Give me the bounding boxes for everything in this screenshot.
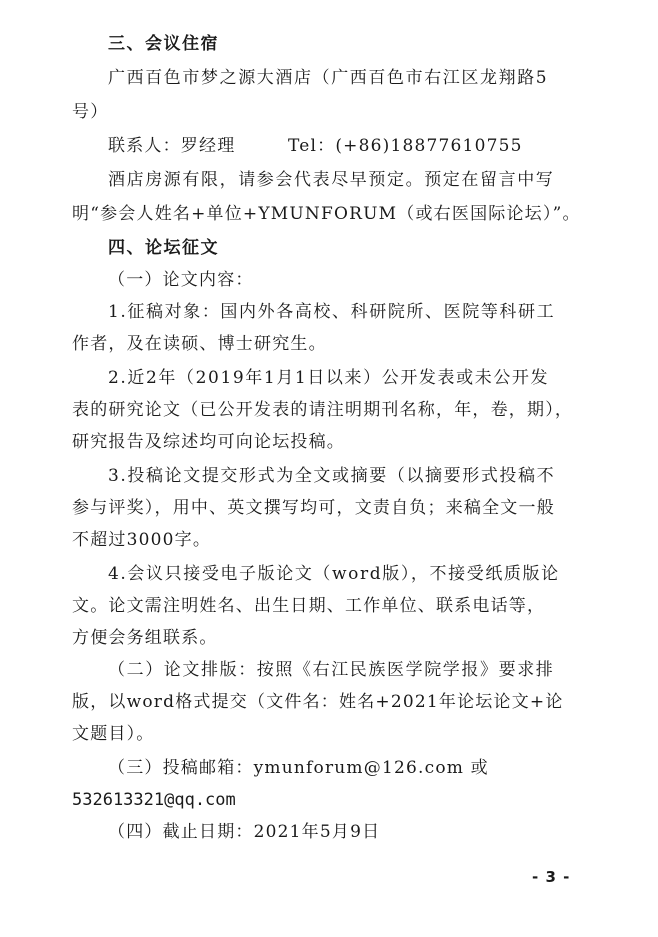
- deadline: （四）截止日期：2021年5月9日: [108, 822, 381, 842]
- hotel-address-line1: 广西百色市梦之源大酒店（广西百色市右江区龙翔路5: [108, 68, 549, 88]
- submission-email-line1: （三）投稿邮箱：ymunforum@126.com 或: [108, 758, 489, 778]
- subsection-format-line1: （二）论文排版：按照《右江民族医学院学报》要求排: [108, 660, 555, 680]
- item1-line2: 作者，及在读硕、博士研究生。: [72, 334, 327, 354]
- contact-tel: Tel：(+86)18877610755: [288, 136, 523, 156]
- item4-line3: 方便会务组联系。: [72, 628, 218, 648]
- booking-note-line1: 酒店房源有限，请参会代表尽早预定。预定在留言中写: [108, 170, 555, 190]
- item1-line1: 1.征稿对象：国内外各高校、科研院所、医院等科研工: [108, 302, 556, 322]
- subsection-format-line3: 文题目）。: [72, 724, 155, 744]
- hotel-address-line2: 号）: [72, 102, 109, 122]
- item3-line2: 参与评奖），用中、英文撰写均可，文责自负；来稿全文一般: [72, 498, 555, 518]
- item3-line3: 不超过3000字。: [72, 530, 212, 550]
- section-heading-accommodation: 三、会议住宿: [108, 34, 219, 54]
- booking-note-line2: 明“参会人姓名+单位+YMUNFORUM（或右医国际论坛）”。: [72, 204, 581, 224]
- subsection-paper-content: （一）论文内容：: [108, 270, 254, 290]
- item4-line1: 4.会议只接受电子版论文（word版），不接受纸质版论: [108, 564, 560, 584]
- page-number: - 3 -: [532, 868, 571, 886]
- item2-line3: 研究报告及综述均可向论坛投稿。: [72, 432, 345, 452]
- item4-line2: 文。论文需注明姓名、出生日期、工作单位、联系电话等，: [72, 596, 546, 616]
- contact-person: 联系人：罗经理: [108, 136, 236, 156]
- item3-line1: 3.投稿论文提交形式为全文或摘要（以摘要形式投稿不: [108, 466, 556, 486]
- item2-line2: 表的研究论文（已公开发表的请注明期刊名称，年，卷，期），: [72, 400, 574, 420]
- subsection-format-line2: 版，以word格式提交（文件名：姓名+2021年论坛论文+论: [72, 692, 564, 712]
- item2-line1: 2.近2年（2019年1月1日以来）公开发表或未公开发: [108, 368, 550, 388]
- submission-email-line2: 532613321@qq.com: [72, 790, 236, 810]
- section-heading-call-for-papers: 四、论坛征文: [108, 238, 219, 258]
